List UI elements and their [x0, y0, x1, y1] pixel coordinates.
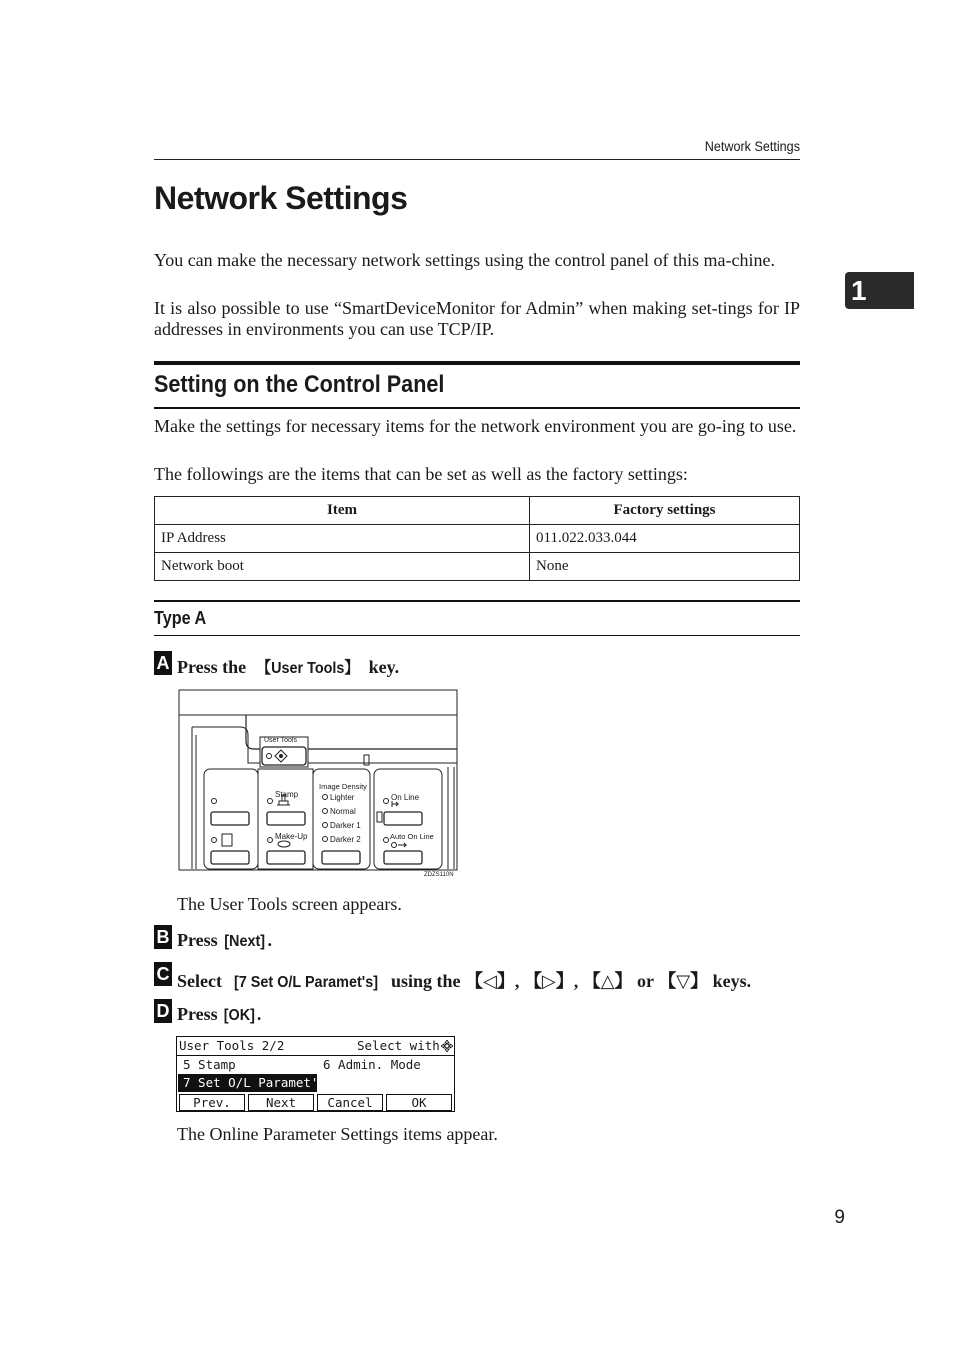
lcd-item-stamp[interactable]: 5 Stamp	[183, 1057, 236, 1072]
arrow-keys: 【◁】, 【▷】, 【△】 or 【▽】	[465, 971, 709, 991]
subsection-title: Type A	[154, 608, 207, 628]
key-label: 【User Tools】	[256, 660, 359, 677]
step-text: .	[267, 930, 273, 950]
table-cell: 011.022.033.044	[530, 525, 800, 553]
step-2-instruction	[177, 930, 272, 951]
step-number-3: C	[154, 962, 172, 986]
header-rule	[154, 159, 800, 160]
step-1-result: The User Tools screen appears.	[177, 894, 402, 914]
step-text: Press	[177, 1004, 223, 1024]
column-header-item: Item	[155, 497, 530, 525]
section-paragraph-1: Make the settings for necessary items for the network environment you are go-ing to use.	[154, 416, 797, 436]
on-line-label: On Line	[391, 793, 420, 802]
intro-paragraph-1: You can make the necessary network settings using the control panel of this ma-chine.	[154, 250, 776, 270]
table-cell: None	[530, 553, 800, 581]
key-label: [7 Set O/L Paramet's]	[234, 974, 379, 991]
section-paragraph-2: The followings are the items that can be set as well as the factory settings:	[154, 464, 688, 484]
figure-code: ZDZS110N	[424, 872, 454, 878]
table-row	[155, 525, 800, 553]
step-1-instruction	[177, 655, 399, 678]
density-lighter: Lighter	[330, 793, 355, 802]
lcd-screen	[176, 1036, 455, 1112]
step-text: key.	[364, 657, 400, 677]
table-cell: Network boot	[155, 553, 530, 581]
cancel-button[interactable]: Cancel	[317, 1094, 383, 1111]
ok-button[interactable]: OK	[386, 1094, 452, 1111]
step-text: .	[256, 1004, 262, 1024]
image-density-label: Image Density	[319, 782, 367, 791]
scroll-keys-icon	[441, 1040, 453, 1052]
control-panel-illustration	[178, 689, 458, 879]
chapter-tab: 1	[845, 272, 914, 309]
next-button[interactable]: Next	[248, 1094, 314, 1111]
prev-button[interactable]: Prev.	[179, 1094, 245, 1111]
table-row	[155, 553, 800, 581]
lcd-select-hint: Select with	[357, 1038, 440, 1053]
subsection-rule-bottom	[154, 635, 800, 636]
density-normal: Normal	[330, 807, 356, 816]
running-header: Network Settings	[704, 138, 800, 154]
make-up-label: Make-Up	[275, 832, 308, 841]
step-text: keys.	[708, 971, 752, 991]
key-label: [Next]	[224, 933, 266, 950]
key-label: [OK]	[223, 1007, 256, 1024]
step-text: using the	[386, 971, 466, 991]
lcd-item-admin-mode[interactable]: 6 Admin. Mode	[323, 1057, 421, 1072]
section-title: Setting on the Control Panel	[154, 371, 445, 398]
step-number-1: A	[154, 651, 172, 675]
lcd-item-set-ol-params[interactable]: 7 Set O/L Paramet's	[178, 1074, 317, 1092]
auto-on-line-label: Auto On Line	[390, 832, 434, 841]
lcd-title: User Tools 2/2	[179, 1038, 285, 1053]
section-rule-bottom	[154, 407, 800, 409]
table-cell: IP Address	[155, 525, 530, 553]
step-number-2: B	[154, 925, 172, 949]
density-darker-1: Darker 1	[330, 821, 361, 830]
step-3-instruction	[177, 967, 751, 993]
step-4-result: The Online Parameter Settings items appear.	[177, 1124, 498, 1144]
intro-paragraph-2: It is also possible to use “SmartDeviceMonitor for Admin” when making set-tings for IP addresses in environments you can use TCP/IP.	[154, 298, 800, 339]
step-4-instruction	[177, 1004, 261, 1025]
step-text: Press	[177, 930, 223, 950]
section-rule	[154, 361, 800, 365]
step-text: Press the	[177, 657, 251, 677]
step-number-4: D	[154, 999, 172, 1023]
stamp-label: Stamp	[275, 790, 299, 799]
column-header-factory-settings: Factory settings	[530, 497, 800, 525]
subsection-rule	[154, 600, 800, 602]
page-title: Network Settings	[154, 180, 408, 216]
table-header-row	[155, 497, 800, 525]
density-darker-2: Darker 2	[330, 835, 361, 844]
step-text: Select	[177, 971, 227, 991]
page-number: 9	[834, 1207, 845, 1228]
user-tools-key-label: User Tools	[264, 737, 297, 744]
factory-settings-table	[154, 496, 800, 581]
